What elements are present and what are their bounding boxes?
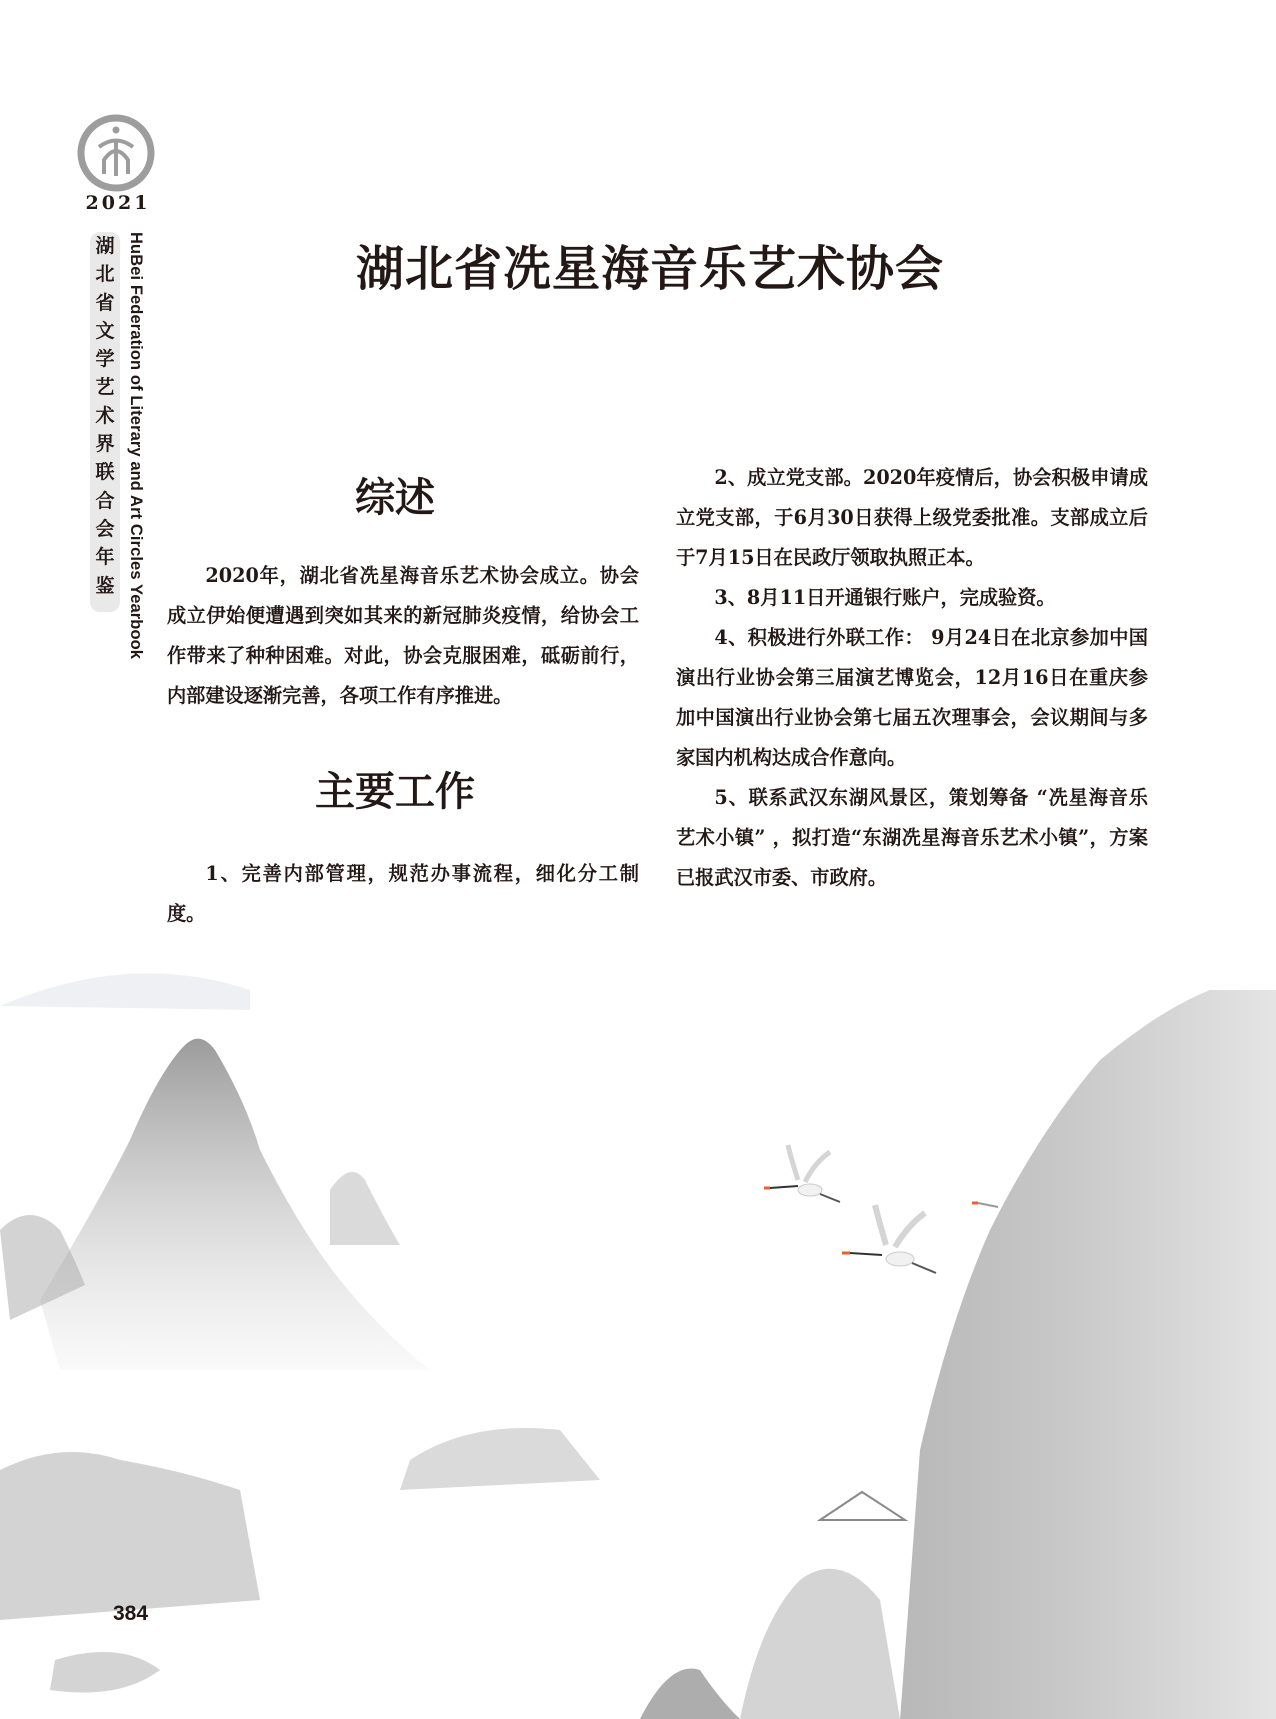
article-title: 湖北省冼星海音乐艺术协会	[355, 241, 944, 297]
vertical-char: 术	[95, 404, 115, 427]
ink-landscape-illustration	[0, 900, 1276, 1719]
main-work-items-right	[676, 458, 1148, 898]
paragraph: 4、积极进行外联工作： 9月24日在北京参加中国演出行业协会第三届演艺博览会，12月16日在重庆参加中国演出行业协会第七届五次理事会，会议期间与多家国内机构达成合作意向。	[676, 626, 1148, 769]
right-cliff	[900, 990, 1276, 1719]
vertical-title-cn	[90, 232, 120, 612]
pavilion-rock	[740, 1569, 900, 1719]
vertical-title-en: HuBei Federation of Literary and Art Circles Yearbook	[127, 232, 145, 660]
paragraph: 3、8月11日开通银行账户，完成验资。	[714, 586, 1056, 609]
crane	[972, 1203, 998, 1207]
paragraph: 2、成立党支部。2020年疫情后，协会积极申请成立党支部，于6月30日获得上级党委批准。支部成立后于7月15日在民政厅领取执照正本。	[676, 466, 1148, 569]
yearbook-emblem-icon	[75, 112, 157, 194]
vertical-char: 会	[95, 517, 115, 540]
vertical-char: 鉴	[95, 574, 115, 597]
vertical-char: 联	[95, 461, 115, 484]
crane	[764, 1145, 840, 1202]
lake-reflection	[50, 1652, 160, 1693]
left-trees	[0, 1452, 260, 1620]
vertical-char: 学	[95, 348, 115, 371]
paragraph: 2020年，湖北省冼星海音乐艺术协会成立。协会成立伊始便遭遇到突如其来的新冠肺炎疫情，给协会工作带来了种种困难。对此，协会克服困难，砥砺前行，内部建设逐渐完善，各项工作有序推进。	[167, 564, 639, 707]
far-peak	[330, 1172, 400, 1245]
vertical-char: 省	[95, 291, 115, 314]
vertical-char: 合	[95, 489, 115, 512]
paragraph: 1、完善内部管理，规范办事流程，细化分工制度。	[167, 862, 639, 925]
section-heading-main-work: 主要工作	[315, 769, 475, 815]
yearbook-year: 2021	[85, 192, 151, 214]
crane	[842, 1205, 936, 1273]
vertical-char: 文	[95, 319, 115, 342]
vertical-char: 北	[95, 263, 115, 286]
page-number: 384	[113, 1602, 149, 1625]
pavilion	[820, 1492, 905, 1520]
bottom-pine	[640, 1669, 740, 1719]
vertical-char: 艺	[95, 376, 115, 399]
vertical-char: 湖	[95, 235, 115, 257]
section-heading-overview: 综述	[355, 475, 435, 521]
mist-hill	[0, 973, 250, 1010]
vertical-char: 年	[95, 546, 115, 569]
far-trees	[400, 1428, 600, 1490]
overview-text	[167, 556, 639, 716]
vertical-char: 界	[95, 433, 115, 456]
paragraph: 5、联系武汉东湖风景区，策划筹备 “冼星海音乐艺术小镇” ，拟打造“东湖冼星海音乐艺术小镇”，方案已报武汉市委、市政府。	[676, 786, 1148, 889]
